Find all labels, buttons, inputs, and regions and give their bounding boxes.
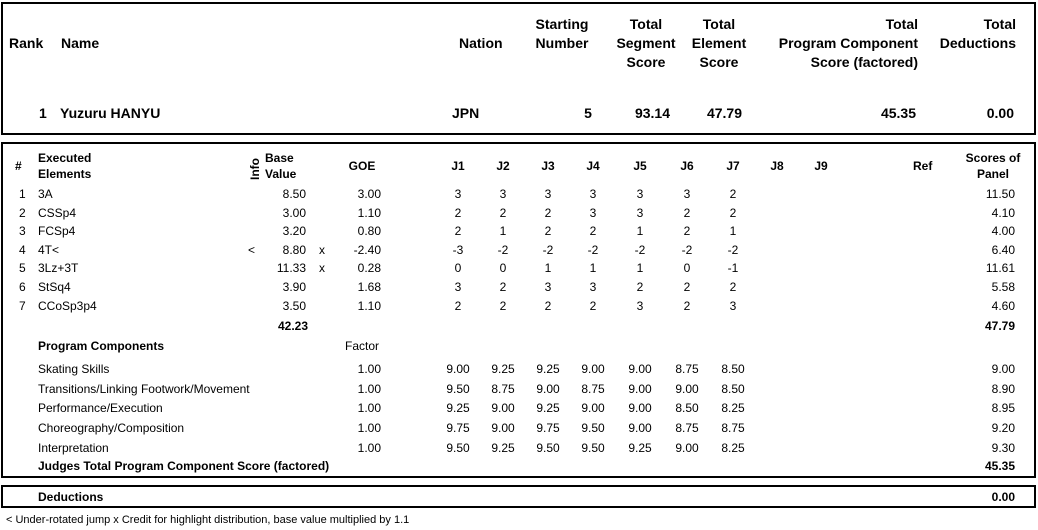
element-judge-score: 2 [683,298,691,313]
element-info: < [248,242,256,257]
element-judge-score: 2 [499,280,507,294]
element-judge-score: 2 [544,298,552,313]
element-judge-score: 2 [683,280,691,294]
skater-rank: 1 [39,105,47,121]
skater-starting-number: 5 [584,105,592,121]
skater-total-element-score: 47.79 [706,105,742,121]
judge-header-9: J9 [814,159,828,173]
element-name: FCSp4 [38,224,76,239]
element-judge-score: 3 [636,187,644,201]
program-components-title: Program Components [38,339,165,353]
component-judge-score: 9.25 [628,440,652,455]
component-judge-score: 9.00 [581,362,605,376]
element-panel-score: 5.58 [991,280,1015,294]
element-row-number: 7 [19,298,26,313]
component-judge-score: 8.25 [721,440,745,455]
element-panel-score: 4.00 [991,224,1015,239]
elements-total-score: 47.79 [984,319,1015,333]
component-judge-score: 9.00 [675,381,699,396]
element-row-number: 5 [19,261,26,276]
element-row-number: 1 [19,187,26,201]
element-judge-score: 2 [729,205,737,220]
skater-total-segment-score: 93.14 [634,105,670,121]
element-judge-score: 1 [544,261,552,276]
element-judge-score: -2 [681,242,693,257]
component-name: Performance/Execution [38,401,163,416]
element-goe: 1.10 [357,298,381,313]
element-base-value: 3.20 [282,224,306,239]
judge-header-8: J8 [770,159,784,173]
element-judge-score: 2 [589,298,597,313]
component-judge-score: 9.25 [536,401,560,416]
component-judge-score: 8.75 [675,362,699,376]
component-panel-score: 9.00 [991,362,1015,376]
element-name: 4T< [38,242,60,257]
element-base-value: 8.80 [282,242,306,257]
element-bonus-mark: x [319,242,325,257]
skater-name: Yuzuru HANYU [60,105,161,121]
component-judge-score: 8.25 [721,401,745,416]
header-nation: Nation [459,35,503,51]
component-name: Skating Skills [38,362,110,376]
component-judge-score: 9.00 [581,401,605,416]
elements-total-base: 42.23 [277,319,308,333]
header-total-segment-score: Total Segment Score [616,16,676,70]
element-judge-score: 2 [636,280,644,294]
component-factor: 1.00 [357,421,381,436]
header-name: Name [61,35,100,51]
component-judge-score: 9.00 [628,381,652,396]
element-judge-score: 2 [683,224,691,239]
element-goe: -2.40 [353,242,381,257]
component-judge-score: 8.75 [581,381,605,396]
element-name: CSSp4 [38,205,77,220]
col-num: # [15,159,22,173]
element-judge-score: 2 [499,298,507,313]
component-judge-score: 9.50 [581,421,605,436]
element-goe: 3.00 [357,187,381,201]
element-judge-score: 2 [589,224,597,239]
element-judge-score: 1 [589,261,597,276]
header-total-pcs: Total Program Component Score (factored) [778,16,918,70]
element-judge-score: 2 [729,187,737,201]
element-judge-score: 0 [454,261,462,276]
element-judge-score: 1 [636,261,644,276]
component-panel-score: 8.90 [991,381,1015,396]
element-goe: 1.10 [357,205,381,220]
component-judge-score: 9.00 [628,362,652,376]
component-name: Interpretation [38,440,109,455]
element-base-value: 8.50 [282,187,306,201]
component-judge-score: 8.75 [721,421,745,436]
element-goe: 0.80 [357,224,381,239]
component-judge-score: 8.75 [491,381,515,396]
element-base-value: 11.33 [276,261,306,276]
header-total-element-score: Total Element Score [691,16,747,70]
element-judge-score: 3 [544,280,552,294]
component-judge-score: 9.00 [446,362,470,376]
judge-header-3: J3 [541,159,555,173]
element-judge-score: -2 [497,242,509,257]
component-panel-score: 8.95 [991,401,1015,416]
component-factor: 1.00 [357,381,381,396]
col-goe: GOE [348,159,376,173]
element-row-number: 4 [19,242,26,257]
component-judge-score: 9.00 [675,440,699,455]
element-judge-score: -1 [727,261,739,276]
col-ref: Ref [913,159,933,173]
col-scores-of-panel: Scores of Panel [965,151,1021,181]
element-judge-score: -2 [634,242,646,257]
element-name: 3A [38,187,53,201]
element-goe: 1.68 [357,280,381,294]
component-judge-score: 9.00 [628,421,652,436]
element-judge-score: 1 [729,224,737,239]
component-judge-score: 8.50 [721,362,745,376]
component-judge-score: 9.00 [628,401,652,416]
component-judge-score: 8.50 [675,401,699,416]
component-judge-score: 9.00 [536,381,560,396]
judge-header-4: J4 [586,159,600,173]
component-name: Choreography/Composition [38,421,185,436]
element-judge-score: 2 [454,224,462,239]
element-judge-score: -2 [727,242,739,257]
element-judge-score: 3 [683,187,691,201]
element-row-number: 3 [19,224,26,239]
footnote: < Under-rotated jump x Credit for highlight distribution, base value multiplied by 1.1 [6,514,410,526]
element-judge-score: -2 [587,242,599,257]
skater-nation: JPN [452,105,480,121]
component-judge-score: 9.00 [491,401,515,416]
element-panel-score: 11.50 [985,187,1015,201]
element-judge-score: 3 [544,187,552,201]
col-base-value: Base Value [265,151,297,181]
deductions-value: 0.00 [991,490,1015,504]
col-info: Info [248,158,262,180]
element-judge-score: 2 [454,205,462,220]
pcs-total-value: 45.35 [984,459,1015,473]
element-judge-score: 3 [636,298,644,313]
element-name: 3Lz+3T [38,261,79,276]
element-judge-score: 3 [454,187,462,201]
component-judge-score: 9.50 [446,381,470,396]
judge-header-6: J6 [680,159,694,173]
component-judge-score: 9.00 [491,421,515,436]
element-judge-score: 2 [544,205,552,220]
judge-header-1: J1 [451,159,465,173]
element-base-value: 3.50 [282,298,306,313]
component-judge-score: 9.25 [536,362,560,376]
element-judge-score: 2 [683,205,691,220]
element-judge-score: 3 [589,280,597,294]
element-panel-score: 11.61 [985,261,1015,276]
element-panel-score: 4.60 [991,298,1015,313]
element-base-value: 3.00 [282,205,306,220]
element-bonus-mark: x [319,261,325,276]
element-judge-score: 1 [499,224,507,239]
element-judge-score: 3 [729,298,737,313]
element-judge-score: 3 [589,187,597,201]
skater-total-deductions: 0.00 [986,105,1014,121]
header-starting-number: Starting Number [535,16,589,51]
component-factor: 1.00 [357,401,381,416]
pcs-total-label: Judges Total Program Component Score (factored) [38,459,330,473]
deductions-label: Deductions [38,490,104,504]
component-factor: 1.00 [357,440,381,455]
component-judge-score: 9.75 [536,421,560,436]
deductions-box [1,485,1036,508]
element-judge-score: 0 [499,261,507,276]
component-judge-score: 8.75 [675,421,699,436]
judge-header-2: J2 [496,159,510,173]
component-judge-score: 9.50 [446,440,470,455]
element-judge-score: 3 [499,187,507,201]
element-name: CCoSp3p4 [38,298,97,313]
component-judge-score: 9.75 [446,421,470,436]
element-panel-score: 6.40 [991,242,1015,257]
component-judge-score: 9.25 [446,401,470,416]
element-judge-score: 0 [683,261,691,276]
component-panel-score: 9.30 [991,440,1015,455]
skater-total-pcs: 45.35 [880,105,916,121]
component-name: Transitions/Linking Footwork/Movement [38,381,250,396]
component-judge-score: 9.50 [536,440,560,455]
element-row-number: 2 [19,205,26,220]
col-executed-elements: Executed Elements [38,151,92,181]
factor-label: Factor [345,339,380,353]
element-goe: 0.28 [357,261,381,276]
element-panel-score: 4.10 [991,205,1015,220]
element-name: StSq4 [38,280,71,294]
component-factor: 1.00 [357,362,381,376]
component-judge-score: 9.50 [581,440,605,455]
component-panel-score: 9.20 [991,421,1015,436]
element-judge-score: 3 [589,205,597,220]
element-judge-score: 2 [454,298,462,313]
element-base-value: 3.90 [282,280,306,294]
element-judge-score: 3 [636,205,644,220]
element-judge-score: -2 [542,242,554,257]
header-total-deductions: Total Deductions [939,16,1016,51]
judge-header-5: J5 [633,159,647,173]
element-judge-score: 2 [499,205,507,220]
judge-header-7: J7 [726,159,740,173]
component-judge-score: 9.25 [491,440,515,455]
element-judge-score: 3 [454,280,462,294]
element-judge-score: 2 [729,280,737,294]
header-rank: Rank [9,35,44,51]
element-judge-score: 1 [636,224,644,239]
component-judge-score: 9.25 [491,362,515,376]
element-judge-score: -3 [452,242,464,257]
element-row-number: 6 [19,280,26,294]
component-judge-score: 8.50 [721,381,745,396]
element-judge-score: 2 [544,224,552,239]
